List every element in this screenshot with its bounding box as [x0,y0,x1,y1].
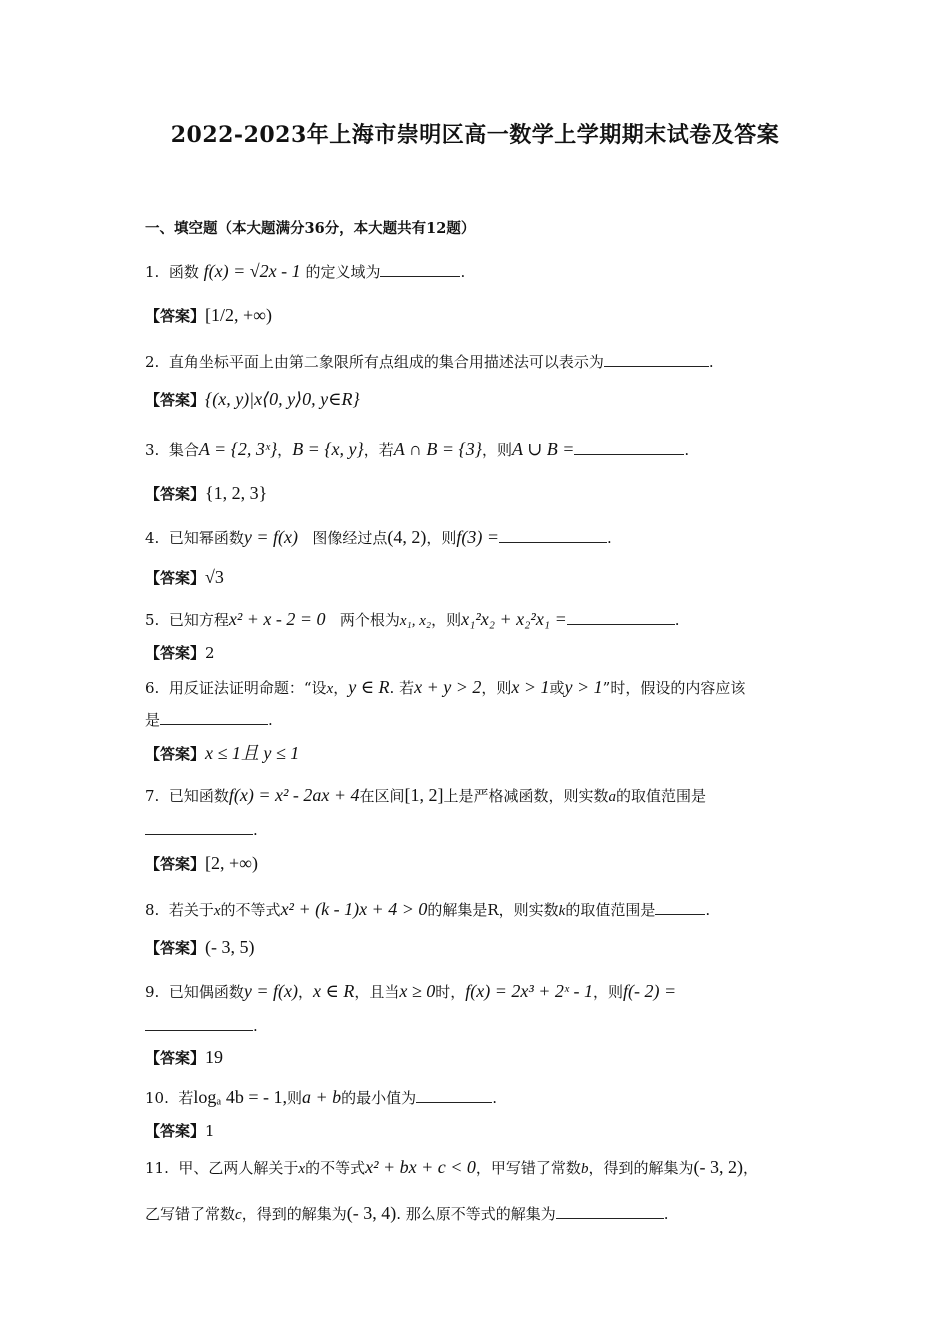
answer-4: 【答案】√3 [145,567,224,587]
answer-blank [499,530,607,543]
question-2: 2. 直角坐标平面上由第二象限所有点组成的集合用描述法可以表示为 . [145,353,714,371]
answer-blank [416,1090,492,1103]
document-title: 2022-2023年上海市崇明区高一数学上学期期末试卷及答案 [170,122,780,148]
answer-5: 【答案】2 [145,644,215,662]
answer-blank [145,822,253,835]
answer-blank [574,442,684,455]
answer-3: 【答案】{1, 2, 3} [145,483,268,503]
answer-blank [655,902,705,915]
answer-blank [160,712,268,725]
question-10: 10. 若logₐ 4b = - 1,则a + b的最小值为 . [145,1087,497,1107]
answer-7: 【答案】[2, +∞) [145,853,258,873]
answer-10: 【答案】1 [145,1122,215,1140]
answer-9: 【答案】19 [145,1047,224,1067]
question-11: 11. 甲、乙两人解关于x的不等式x² + bx + c < 0，甲写错了常数b，得到的解集为(- 3, 2)， [145,1157,758,1177]
answer-blank [380,264,460,277]
question-9: 9. 已知偶函数y = f(x)，x ∈ R，且当x ≥ 0时，f(x) = 2x³ + 2ˣ - 1，则f(- 2) = [145,981,677,1001]
answer-2: 【答案】{(x, y)|x⟨0, y⟩0, y∈R} [145,389,360,409]
q1-formula: f(x) = √2x - 1 [203,261,301,281]
question-6: 6. 用反证法证明命题：“设x，y ∈ R. 若x + y > 2，则x > 1或y > 1”时，假设的内容应该 [145,677,746,697]
question-8: 8. 若关于x的不等式x² + (k - 1)x + 4 > 0的解集是R，则实数k的取值范围是 . [145,899,711,919]
section-heading: 一、填空题（本大题满分36分，本大题共有12题） [145,220,476,237]
answer-blank [556,1206,664,1219]
answer-blank [604,354,709,367]
question-7: 7. 已知函数f(x) = x² - 2ax + 4在区间[1, 2]上是严格减函数，则实数a的取值范围是 [145,785,707,805]
question-1: 1. 函数 f(x) = √2x - 1 的定义域为 . [145,261,466,281]
question-3: 3. 集合A = {2, 3ˣ}，B = {x, y}，若A ∩ B = {3}，则A ∪ B = . [145,439,690,459]
question-9-cont: . [145,1018,258,1034]
answer-blank [567,612,675,625]
answer-8: 【答案】(- 3, 5) [145,937,255,957]
question-4: 4. 已知幂函数y = f(x) 图像经过点(4, 2)，则f(3) = . [145,527,612,547]
answer-1: 【答案】[1/2, +∞) [145,305,272,325]
answer-blank [145,1018,253,1031]
question-11-cont: 乙写错了常数c，得到的解集为(- 3, 4). 那么原不等式的解集为 . [145,1203,669,1223]
question-6-cont: 是 . [145,711,273,729]
answer-6: 【答案】x ≤ 1且 y ≤ 1 [145,743,300,763]
question-7-cont: . [145,822,258,838]
question-5: 5. 已知方程x² + x - 2 = 0 两个根为x₁, x₂，则x₁²x₂ + x₂²x₁ = . [145,609,680,629]
